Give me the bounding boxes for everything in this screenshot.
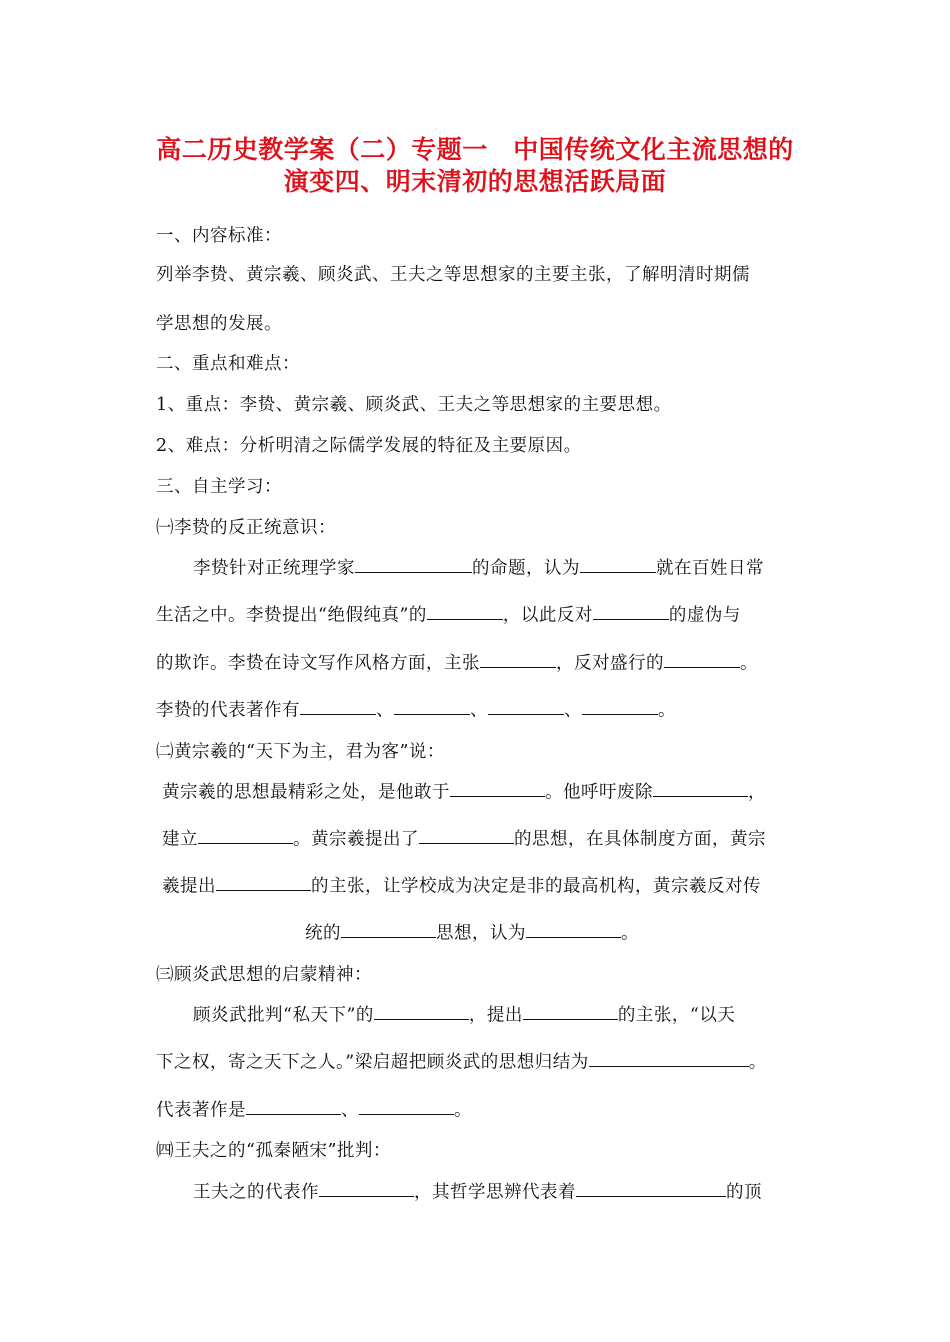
section-heading-standard: 一、内容标准： bbox=[156, 226, 282, 246]
page-title-line2: 演变四、明末清初的思想活跃局面 bbox=[283, 167, 667, 196]
blank-field[interactable] bbox=[523, 1001, 618, 1020]
gu-line3: 代表著作是 、 。 bbox=[156, 1096, 472, 1121]
blank-field[interactable] bbox=[580, 554, 656, 573]
subheading-huang-zongxi: ㈡黄宗羲的“天下为主，君为客”说： bbox=[156, 742, 445, 762]
page-title-line1: 高二历史教学案（二）专题一 中国传统文化主流思想的 bbox=[156, 135, 794, 164]
blank-field[interactable] bbox=[480, 649, 556, 668]
li-zhi-line4: 李贽的代表著作有 、 、 、 。 bbox=[156, 696, 676, 721]
blank-field[interactable] bbox=[374, 1001, 469, 1020]
blank-field[interactable] bbox=[216, 872, 311, 891]
huang-line3: 羲提出 的主张，让学校成为决定是非的最高机构，黄宗羲反对传 bbox=[162, 872, 761, 897]
li-zhi-line1: 李贽针对正统理学家 的命题，认为 就在百姓日常 bbox=[193, 554, 764, 579]
li-zhi-line3: 的欺诈。李贽在诗文写作风格方面，主张 ，反对盛行的 。 bbox=[156, 649, 758, 674]
subheading-li-zhi: ㈠李贽的反正统意识： bbox=[156, 518, 336, 538]
standard-text-line2: 学思想的发展。 bbox=[156, 314, 282, 334]
section-heading-self-study: 三、自主学习： bbox=[156, 477, 282, 497]
blank-field[interactable] bbox=[394, 696, 470, 715]
standard-text-line1: 列举李贽、黄宗羲、顾炎武、王夫之等思想家的主要主张，了解明清时期儒 bbox=[156, 265, 750, 285]
gu-line1: 顾炎武批判“私天下”的 ，提出 的主张，“以天 bbox=[193, 1001, 735, 1026]
blank-field[interactable] bbox=[246, 1096, 341, 1115]
blank-field[interactable] bbox=[319, 1178, 414, 1197]
blank-field[interactable] bbox=[198, 825, 293, 844]
blank-field[interactable] bbox=[593, 601, 669, 620]
blank-field[interactable] bbox=[653, 778, 748, 797]
blank-field[interactable] bbox=[450, 778, 545, 797]
key-point-1: 1、重点：李贽、黄宗羲、顾炎武、王夫之等思想家的主要思想。 bbox=[156, 395, 672, 415]
huang-line2: 建立 。黄宗羲提出了 的思想，在具体制度方面，黄宗 bbox=[162, 825, 766, 850]
blank-field[interactable] bbox=[589, 1048, 749, 1067]
blank-field[interactable] bbox=[419, 825, 514, 844]
key-point-2: 2、难点：分析明清之际儒学发展的特征及主要原因。 bbox=[156, 436, 582, 456]
gu-line2: 下之权，寄之天下之人。”梁启超把顾炎武的思想归结为 。 bbox=[156, 1048, 767, 1073]
subheading-wang-fuzhi: ㈣王夫之的“孤秦陋宋”批判： bbox=[156, 1141, 391, 1161]
section-heading-key-points: 二、重点和难点： bbox=[156, 354, 300, 374]
blank-field[interactable] bbox=[582, 696, 658, 715]
subheading-gu-yanwu: ㈢顾炎武思想的启蒙精神： bbox=[156, 965, 372, 985]
huang-line1: 黄宗羲的思想最精彩之处，是他敢于 。他呼吁废除 ， bbox=[162, 778, 766, 803]
huang-line4: 统的 思想，认为 。 bbox=[305, 919, 639, 944]
blank-field[interactable] bbox=[488, 696, 564, 715]
blank-field[interactable] bbox=[664, 649, 740, 668]
blank-field[interactable] bbox=[341, 919, 436, 938]
blank-field[interactable] bbox=[526, 919, 621, 938]
li-zhi-line2: 生活之中。李贽提出“绝假纯真”的 ，以此反对 的虚伪与 bbox=[156, 601, 741, 626]
blank-field[interactable] bbox=[359, 1096, 454, 1115]
wang-line1: 王夫之的代表作 ，其哲学思辨代表着 的顶 bbox=[193, 1178, 762, 1203]
blank-field[interactable] bbox=[300, 696, 376, 715]
blank-field[interactable] bbox=[576, 1178, 726, 1197]
blank-field[interactable] bbox=[427, 601, 503, 620]
blank-field[interactable] bbox=[355, 554, 472, 573]
